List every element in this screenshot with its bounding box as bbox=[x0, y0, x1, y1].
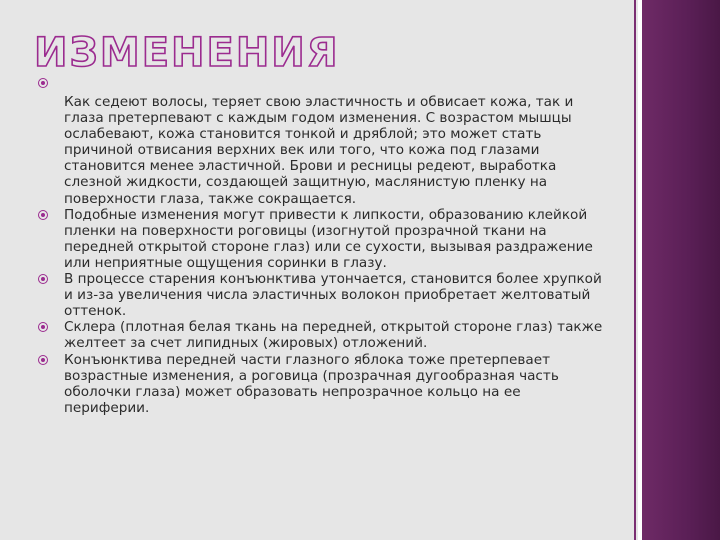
bullet-text: Как седеют волосы, теряет свою эластичность и обвисает кожа, так и глаза претерпевают с каждым годом изменения. С возрастом мышцы ослабевают, кожа становится тонкой и дряблой; это может стать причиной отвисания верхних век или того, что кожа под глазами становится менее эластичной. Брови и ресницы редеют, выработка слезной жидкости, создающей защитную, маслянистую пленку на поверхности глаза, также сокращается. bbox=[64, 94, 574, 207]
bullet-list bbox=[38, 76, 604, 416]
bullet-item bbox=[38, 76, 604, 207]
bullet-item bbox=[38, 352, 604, 416]
bullet-item bbox=[38, 271, 604, 319]
circle-bullet-icon bbox=[38, 322, 48, 332]
bullet-item bbox=[38, 207, 604, 271]
circle-bullet-icon bbox=[38, 274, 48, 284]
bullet-text: Подобные изменения могут привести к липкости, образованию клейкой пленки на поверхности роговицы (изогнутой прозрачной ткани на передней открытой стороне глаз) или се сухости, вызывая раздражение или неприятные ощущения соринки в глазу. bbox=[64, 206, 593, 271]
panel-divider-accent bbox=[634, 0, 636, 540]
bullet-text: Конъюнктива передней части глазного яблока тоже претерпевает возрастные изменения, а роговица (прозрачная дугообразная часть оболочки глаза) может образовать непрозрачное кольцо на ее периферии. bbox=[64, 351, 559, 416]
circle-bullet-icon bbox=[38, 210, 48, 220]
bullet-item bbox=[38, 319, 604, 351]
circle-bullet-icon bbox=[38, 78, 48, 88]
right-decorative-panel bbox=[642, 0, 720, 540]
slide-title: ИЗМЕНЕНИЯ bbox=[34, 30, 340, 76]
bullet-text: В процессе старения конъюнктива утончается, становится более хрупкой и из-за увеличения числа эластичных волокон приобретает желтоватый оттенок. bbox=[64, 271, 602, 320]
bullet-text: Склера (плотная белая ткань на передней, открытой стороне глаз) также желтеет за счет липидных (жировых) отложений. bbox=[64, 319, 603, 352]
circle-bullet-icon bbox=[38, 355, 48, 365]
